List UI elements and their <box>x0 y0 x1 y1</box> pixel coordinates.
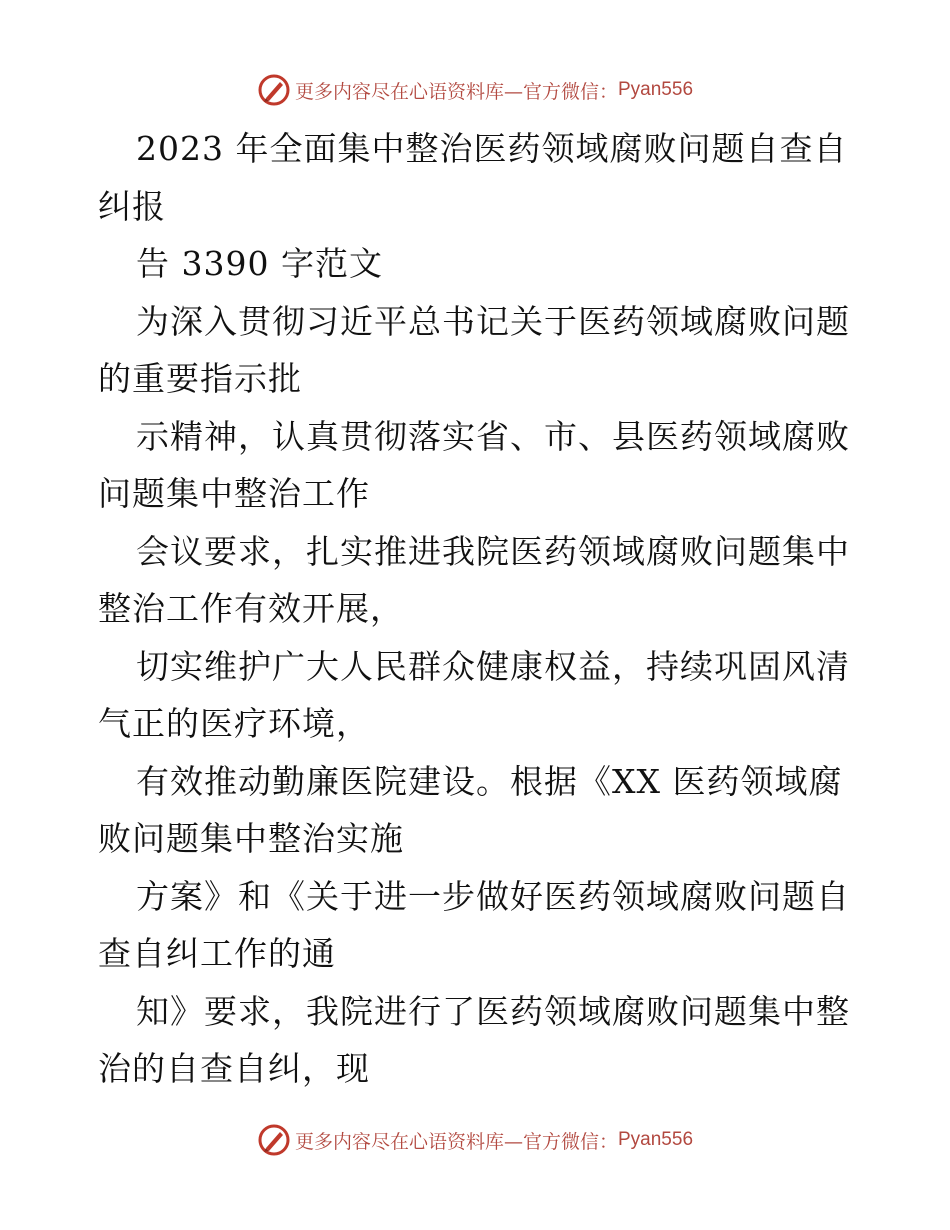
body-line: 告 3390 字范文 <box>136 244 383 283</box>
pen-logo-icon <box>257 73 291 107</box>
body-line: 方案》和《关于进一步做好医药领域腐败问题自 <box>136 876 850 916</box>
body-line: 会议要求，扎实推进我院医药领域腐败问题集中 <box>136 531 850 571</box>
body-line: 败问题集中整治实施 <box>98 819 404 858</box>
body-line: 知》要求，我院进行了医药领域腐败问题集中整 <box>136 991 850 1031</box>
header-wechat-id: Pyan556 <box>618 79 694 100</box>
body-line: 整治工作有效开展， <box>98 589 404 628</box>
body-line: 有效推动勤廉医院建设。根据《XX 医药领域腐 <box>136 761 843 801</box>
body-line: 2023 年全面集中整治医药领域腐败问题自查自 <box>136 129 848 168</box>
footer-wechat-id: Pyan556 <box>618 1129 694 1150</box>
document-body <box>98 120 858 1098</box>
header-banner-text: 更多内容尽在心语资料库—官方微信： <box>294 80 618 103</box>
body-line: 示精神，认真贯彻落实省、市、县医药领域腐败 <box>136 416 850 456</box>
pen-logo-icon <box>257 1123 291 1157</box>
footer-banner-text: 更多内容尽在心语资料库—官方微信： <box>294 1130 618 1153</box>
body-line: 为深入贯彻习近平总书记关于医药领域腐败问题 <box>136 301 850 341</box>
body-line: 的重要指示批 <box>98 359 302 398</box>
header-banner <box>0 70 950 110</box>
body-line: 治的自查自纠，现 <box>98 1049 370 1088</box>
footer-banner <box>0 1120 950 1160</box>
body-line: 查自纠工作的通 <box>98 934 336 973</box>
body-line: 切实维护广大人民群众健康权益，持续巩固风清 <box>136 646 850 686</box>
body-line: 问题集中整治工作 <box>98 474 370 513</box>
body-line: 纠报 <box>98 186 166 226</box>
body-line: 气正的医疗环境， <box>98 704 370 743</box>
